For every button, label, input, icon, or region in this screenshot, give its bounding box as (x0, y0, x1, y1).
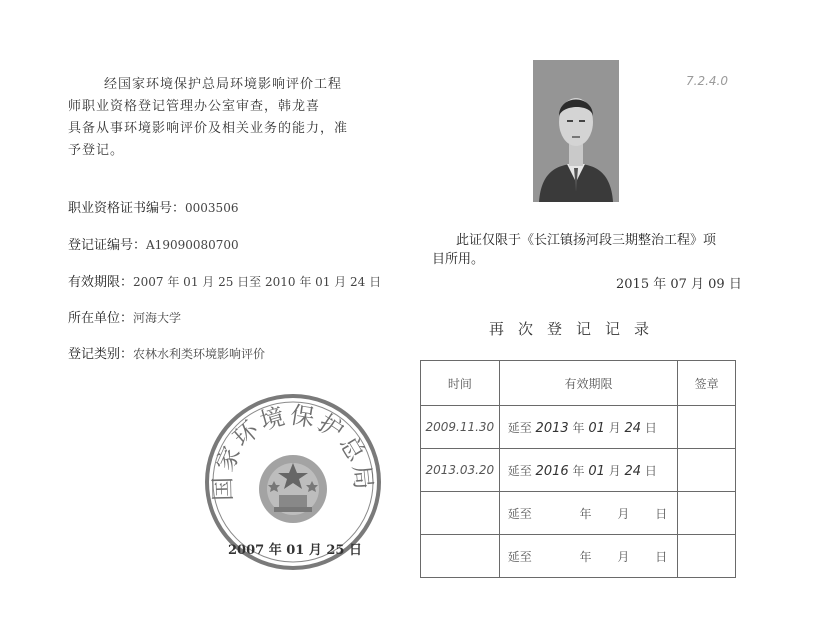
signature-cell (678, 535, 736, 578)
field-label: 职业资格证书编号： (68, 201, 186, 216)
registration-category-field (68, 343, 265, 362)
header-time: 时间 (421, 361, 500, 406)
signature-cell (678, 492, 736, 535)
field-value: 0003506 (185, 201, 239, 215)
header-signature: 签章 (678, 361, 736, 406)
record-extension: 延至 年 月 日 (499, 535, 678, 578)
field-value: 河海大学 (133, 311, 182, 325)
employer-field (68, 307, 181, 326)
extension-day: 24 (624, 420, 642, 436)
statement-line: 具备从事环境影响评价及相关业务的能力，准 (68, 121, 349, 136)
handwritten-note: 7.2.4.0 (686, 74, 728, 88)
record-time (421, 535, 500, 578)
limit-line: 目所用。 (432, 252, 485, 267)
extension-day: 24 (624, 463, 642, 479)
field-label: 有效期限： (68, 275, 134, 290)
extension-month: 01 (588, 420, 605, 436)
table-header-row (421, 361, 736, 406)
signature-cell (678, 449, 736, 492)
header-validity: 有效期限 (499, 361, 678, 406)
issue-date: 2015 年 07 月 09 日 (616, 277, 742, 292)
limit-line: 此证仅限于《长江镇扬河段三期整治工程》项 (456, 233, 717, 248)
record-time: 2009.11.30 (421, 406, 500, 449)
extension-year: 2016 (535, 463, 569, 479)
svg-text:国家环境保护总局: 国家环境保护总局 (208, 400, 378, 502)
field-label: 登记类别： (68, 347, 134, 362)
table-row (421, 492, 736, 535)
table-row (421, 449, 736, 492)
record-extension: 延至 年 月 日 (499, 492, 678, 535)
extension-year: 2013 (535, 420, 569, 436)
certificate-number-field (68, 197, 238, 216)
field-value: 农林水利类环境影响评价 (133, 347, 266, 361)
national-emblem-icon (259, 455, 327, 523)
extension-month: 01 (588, 463, 605, 479)
field-label: 所在单位： (68, 311, 134, 326)
table-row (421, 406, 736, 449)
usage-limit-statement (432, 231, 747, 269)
statement-line: 予登记。 (68, 143, 125, 158)
record-time (421, 492, 500, 535)
statement-line: 经国家环境保护总局环境影响评价工程 (104, 77, 343, 92)
holder-photo (533, 60, 619, 202)
registration-number-field (68, 234, 239, 253)
signature-cell (678, 406, 736, 449)
re-registration-table (420, 360, 736, 578)
field-value: A19090080700 (146, 238, 239, 252)
validity-period-field (68, 271, 381, 290)
table-row (421, 535, 736, 578)
registration-statement (68, 74, 386, 162)
re-registration-title: 再次登记记录 (489, 320, 664, 338)
field-label: 登记证编号： (68, 238, 147, 253)
record-time: 2013.03.20 (421, 449, 500, 492)
field-value: 2007 年 01 月 25 日至 2010 年 01 月 24 日 (133, 275, 382, 289)
statement-line: 师职业资格登记管理办公室审查，韩龙喜 (68, 99, 321, 114)
record-extension: 延至 2016 年 01 月 24 日 (499, 449, 678, 492)
seal-date: 2007 年 01 月 25 日 (228, 543, 362, 558)
record-extension: 延至 2013 年 01 月 24 日 (499, 406, 678, 449)
